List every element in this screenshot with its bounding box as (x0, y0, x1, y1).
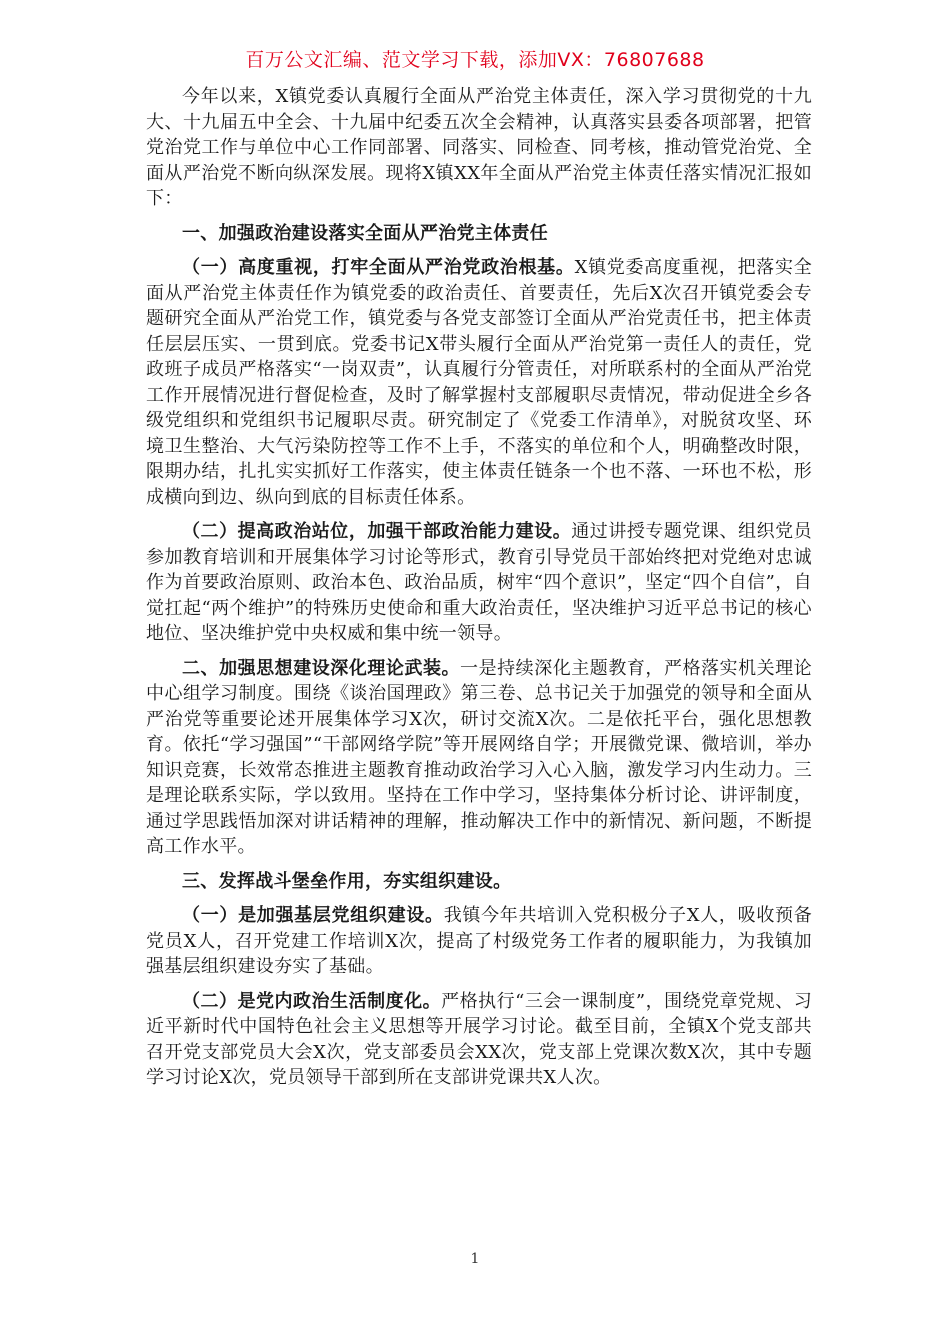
section-heading-2: 二、加强思想建设深化理论武装。 (182, 657, 461, 679)
intro-paragraph: 今年以来，X镇党委认真履行全面从严治党主体责任，深入学习贯彻党的十九大、十九届五中全会、十九届中纪委五次全会精神，认真落实县委各项部署，把管党治党工作与单位中心工作同部署、同落实、同检查、同考核，推动管党治党、全面从严治党不断向纵深发展。现将X镇XX年全面从严治党主体责任落实情况汇报如下： (146, 86, 812, 209)
subsection-title: （二）提高政治站位，加强干部政治能力建设。 (182, 521, 572, 542)
document-body (146, 84, 812, 1091)
section-heading-1: 一、加强政治建设落实全面从严治党主体责任 (182, 222, 548, 244)
subsection-title: （一）高度重视，打牢全面从严治党政治根基。 (182, 257, 575, 278)
section-2 (146, 656, 812, 860)
subsection-3-1 (146, 903, 812, 980)
subsection-text: 我镇今年共培训入党积极分子X人，吸收预备党员X人，召开党建工作培训X次，提高了村级党务工作者的履职能力，为我镇加强基层组织建设夯实了基础。 (146, 905, 813, 977)
subsection-title: （一）是加强基层党组织建设。 (182, 905, 444, 926)
subsection-text: 通过讲授专题党课、组织党员参加教育培训和开展集体学习讨论等形式，教育引导党员干部始终把对党绝对忠诚作为首要政治原则、政治本色、政治品质，树牢“四个意识”，坚定“四个自信”，自觉扛起“两个维护”的特殊历史使命和重大政治责任，坚决维护习近平总书记的核心地位、坚决维护党中央权威和集中统一领导。 (146, 521, 812, 644)
subsection-text: X镇党委高度重视，把落实全面从严治党主体责任作为镇党委的政治责任、首要责任，先后X次召开镇党委会专题研究全面从严治党工作，镇党委与各党支部签订全面从严治党责任书，把主体责任层层压实、一贯到底。党委书记X带头履行全面从严治党第一责任人的责任，党政班子成员严格落实“一岗双责”，认真履行分管责任，对所联系村的全面从严治党工作开展情况进行督促检查，及时了解掌握村支部履职尽责情况，带动促进全乡各级党组织和党组织书记履职尽责。研究制定了《党委工作清单》，对脱贫攻坚、环境卫生整治、大气污染防控等工作不上手，不落实的单位和个人，明确整改时限，限期办结，扎扎实实抓好工作落实，使主体责任链条一个也不落、一环也不松，形成横向到边、纵向到底的目标责任体系。 (146, 257, 812, 508)
section-text: 一是持续深化主题教育，严格落实机关理论中心组学习制度。围绕《谈治国理政》第三卷、总书记关于加强党的领导和全面从严治党等重要论述开展集体学习X次，研讨交流X次。二是依托平台，强化思想教育。依托“学习强国”“干部网络学院”等开展网络自学；开展微党课、微培训，举办知识竞赛，长效常态推进主题教育推动政治学习入心入脑，激发学习内生动力。三是理论联系实际，学以致用。坚持在工作中学习，坚持集体分析讨论、讲评制度，通过学思践悟加深对讲话精神的理解，推动解决工作中的新情况、新问题，不断提高工作水平。 (146, 657, 812, 857)
subsection-title: （二）是党内政治生活制度化。 (182, 990, 442, 1012)
subsection-1-1 (146, 255, 812, 510)
section-heading-3: 三、发挥战斗堡垒作用，夯实组织建设。 (182, 870, 512, 892)
page-number: 1 (470, 1251, 480, 1267)
subsection-1-2 (146, 519, 812, 647)
promo-banner: 百万公文汇编、范文学习下载，添加VX：76807688 (245, 49, 705, 71)
subsection-3-2 (146, 989, 812, 1091)
subsection-text: 严格执行“三会一课制度”，围绕党章党规、习近平新时代中国特色社会主义思想等开展学习讨论。截至目前，全镇X个党支部共召开党支部党员大会X次，党支部委员会XX次，党支部上党课次数X次，其中专题学习讨论X次，党员领导干部到所在支部讲党课共X人次。 (146, 990, 812, 1088)
